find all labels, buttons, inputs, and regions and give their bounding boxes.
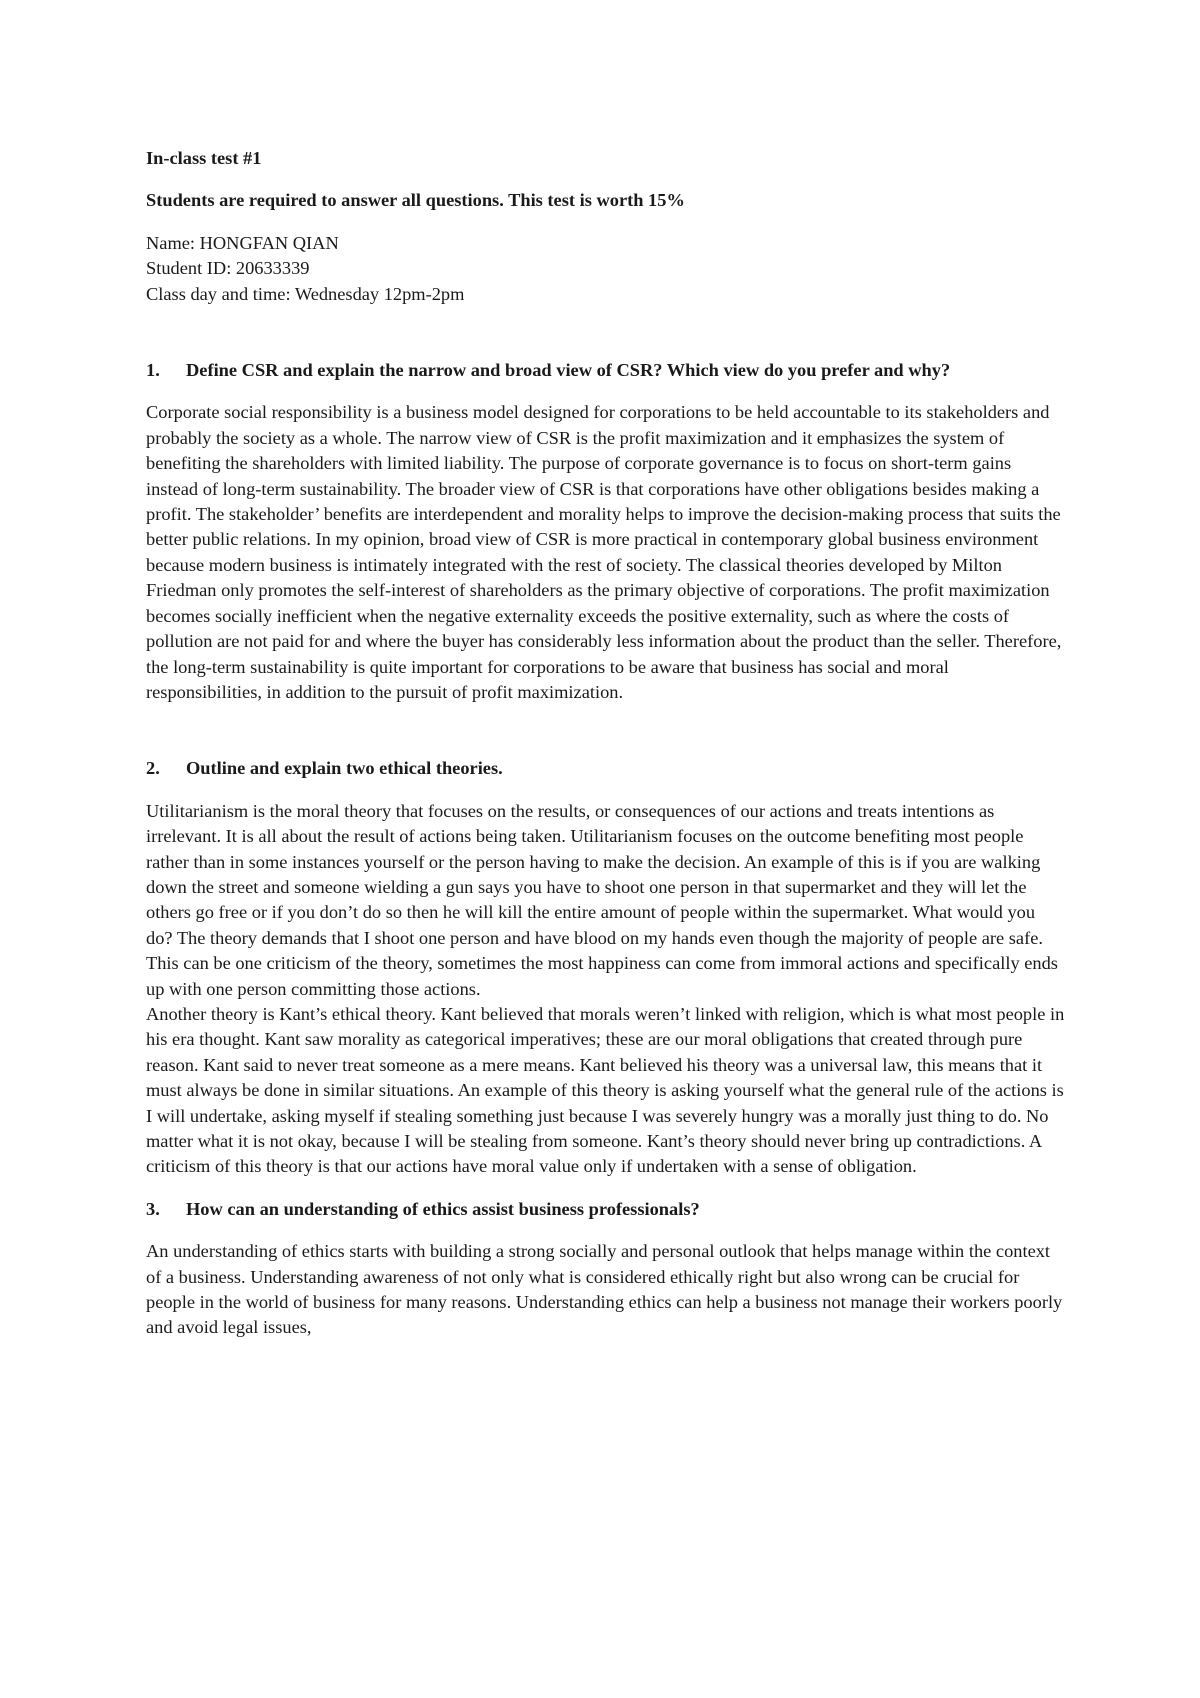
answer-3: [146, 1239, 1066, 1341]
test-instructions: Students are required to answer all questions. This test is worth 15%: [146, 190, 685, 211]
question-number: 2.: [146, 758, 160, 779]
answer-paragraph: Corporate social responsibility is a business model designed for corporations to be held accountable to its stakeholders and probably the society as a whole. The narrow view of CSR is the profit maximization and it emphasizes the system of benefiting the shareholders with limited liability. The purpose of corporate governance is to focus on short-term gains instead of long-term sustainability. The broader view of CSR is that corporations have other obligations besides making a profit. The stakeholder’ benefits are interdependent and morality helps to improve the decision-making process that suits the better public relations. In my opinion, broad view of CSR is more practical in contemporary global business environment because modern business is intimately integrated with the rest of society. The classical theories developed by Milton Friedman only promotes the self-interest of shareholders as the primary objective of corporations. The profit maximization becomes socially inefficient when the negative externality exceeds the positive externality, such as where the costs of pollution are not paid for and where the buyer has considerably less information about the product than the seller. Therefore, the long-term sustainability is quite important for corporations to be aware that business has social and moral responsibilities, in addition to the pursuit of profit maximization.: [146, 402, 1062, 702]
question-3: [146, 1197, 1066, 1222]
answer-paragraph: Another theory is Kant’s ethical theory. Kant believed that morals weren’t linked with religion, which is what most people in his era thought. Kant saw morality as categorical imperatives; these are our moral obligations that created through pure reason. Kant said to never treat someone as a mere means. Kant believed his theory was a universal law, this means that it must always be done in similar situations. An example of this theory is asking yourself what the general rule of the actions is I will undertake, asking myself if stealing something just because I was severely hungry was a morally just thing to do. No matter what it is not okay, because I will be stealing from someone. Kant’s theory should never bring up contradictions. A criticism of this theory is that our actions have moral value only if undertaken with a sense of obligation.: [146, 1003, 1065, 1177]
document-page: [146, 146, 1066, 1341]
student-name: Name: HONGFAN QIAN: [146, 232, 339, 253]
question-number: 1.: [146, 360, 160, 381]
question-number: 3.: [146, 1198, 160, 1219]
student-info: [146, 231, 1066, 307]
class-time: Class day and time: Wednesday 12pm-2pm: [146, 283, 465, 304]
question-2: [146, 756, 1066, 781]
question-text: Define CSR and explain the narrow and broad view of CSR? Which view do you prefer and why?: [186, 360, 951, 381]
answer-paragraph: An understanding of ethics starts with building a strong socially and personal outlook that helps manage within the context of a business. Understanding awareness of not only what is considered ethically right but also wrong can be crucial for people in the world of business for many reasons. Understanding ethics can help a business not manage their workers poorly and avoid legal issues,: [146, 1241, 1063, 1338]
student-id: Student ID: 20633339: [146, 258, 310, 279]
question-text: Outline and explain two ethical theories.: [186, 758, 503, 779]
question-text: How can an understanding of ethics assist business professionals?: [186, 1198, 700, 1219]
answer-paragraph: Utilitarianism is the moral theory that focuses on the results, or consequences of our actions and treats intentions as irrelevant. It is all about the result of actions being taken. Utilitarianism focuses on the outcome benefiting most people rather than in some instances yourself or the person having to make the decision. An example of this is if you are walking down the street and someone wielding a gun says you have to shoot one person in that supermarket and they will let the others go free or if you don’t do so then he will kill the entire amount of people within the supermarket. What would you do? The theory demands that I shoot one person and have blood on my hands even though the majority of people are safe. This can be one criticism of the theory, sometimes the most happiness can come from immoral actions and specifically ends up with one person committing those actions.: [146, 800, 1058, 999]
question-1: [146, 358, 1066, 383]
answer-2: [146, 799, 1066, 1180]
answer-1: [146, 400, 1066, 705]
test-title: In-class test #1: [146, 148, 262, 168]
